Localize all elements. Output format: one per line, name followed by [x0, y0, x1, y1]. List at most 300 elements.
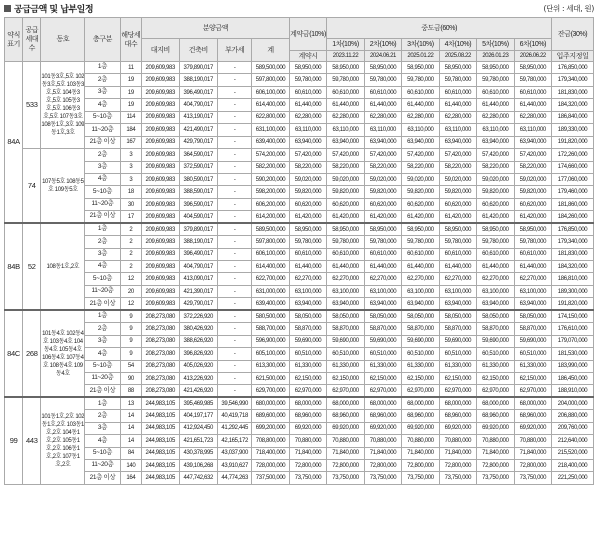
header-mid-date-1: 2023.11.22: [327, 51, 364, 62]
value-cell: 61,330,000: [514, 360, 551, 372]
table-row: [5, 385, 594, 397]
value-cell: 61,440,000: [514, 99, 551, 111]
value-cell: 59,780,000: [364, 74, 401, 86]
value-cell: 718,400,000: [252, 447, 289, 459]
header-balance-sub: 입주지정일: [552, 51, 594, 62]
value-cell: 179,460,000: [552, 186, 594, 198]
floor-cell: 2층: [85, 323, 120, 335]
value-cell: 404,790,017: [179, 99, 218, 111]
value-cell: 209,609,983: [142, 186, 179, 198]
value-cell: 61,440,000: [327, 261, 364, 273]
value-cell: 57,420,000: [364, 149, 401, 161]
value-cell: 58,220,000: [327, 161, 364, 173]
value-cell: 68,960,000: [439, 410, 476, 422]
value-cell: 69,920,000: [364, 422, 401, 434]
value-cell: 70,880,000: [327, 435, 364, 447]
value-cell: 58,870,000: [327, 323, 364, 335]
value-cell: 209,609,983: [142, 111, 179, 123]
header-mid-date-5: 2026.01.23: [477, 51, 514, 62]
value-cell: 209,609,983: [142, 136, 179, 148]
value-cell: 42,165,172: [218, 435, 252, 447]
value-cell: -: [218, 161, 252, 173]
value-cell: 380,426,920: [179, 323, 218, 335]
value-cell: 614,400,000: [252, 99, 289, 111]
floor-cell: 11~20층: [85, 460, 120, 472]
value-cell: 13: [120, 397, 141, 409]
value-cell: 73,750,000: [514, 472, 551, 484]
value-cell: 12: [120, 273, 141, 285]
value-cell: 58,950,000: [439, 62, 476, 74]
value-cell: 186,810,000: [552, 273, 594, 285]
value-cell: 60,610,000: [402, 248, 439, 260]
floor-cell: 2층: [85, 74, 120, 86]
value-cell: 58,950,000: [327, 62, 364, 74]
value-cell: 184,260,000: [552, 211, 594, 223]
value-cell: 63,940,000: [439, 136, 476, 148]
value-cell: 60,610,000: [514, 86, 551, 98]
value-cell: 59,780,000: [289, 74, 326, 86]
value-cell: 63,940,000: [514, 136, 551, 148]
supply-cell: 74: [23, 149, 41, 224]
value-cell: 58,220,000: [364, 161, 401, 173]
value-cell: 208,273,080: [142, 385, 179, 397]
value-cell: -: [218, 86, 252, 98]
value-cell: 59,820,000: [327, 186, 364, 198]
value-cell: 60,620,000: [327, 198, 364, 210]
value-cell: -: [218, 335, 252, 347]
value-cell: 71,840,000: [402, 447, 439, 459]
value-cell: 61,330,000: [289, 360, 326, 372]
table-row: [5, 62, 594, 74]
value-cell: 60,510,000: [514, 348, 551, 360]
value-cell: 41,292,445: [218, 422, 252, 434]
value-cell: 68,000,000: [402, 397, 439, 409]
table-row: [5, 149, 594, 161]
value-cell: -: [218, 236, 252, 248]
value-cell: 58,950,000: [364, 62, 401, 74]
value-cell: 68,000,000: [439, 397, 476, 409]
floor-cell: 4층: [85, 348, 120, 360]
value-cell: -: [218, 136, 252, 148]
value-cell: 30: [120, 198, 141, 210]
value-cell: -: [218, 124, 252, 136]
floor-cell: 3층: [85, 248, 120, 260]
value-cell: 63,110,000: [364, 124, 401, 136]
value-cell: -: [218, 385, 252, 397]
value-cell: 44,774,263: [218, 472, 252, 484]
value-cell: 43,910,627: [218, 460, 252, 472]
header-mid: 중도금(60%): [327, 18, 552, 39]
value-cell: 61,330,000: [402, 360, 439, 372]
value-cell: 62,280,000: [439, 111, 476, 123]
value-cell: 631,100,000: [252, 124, 289, 136]
value-cell: 58,950,000: [289, 62, 326, 74]
value-cell: 59,780,000: [364, 236, 401, 248]
value-cell: -: [218, 211, 252, 223]
value-cell: 208,273,080: [142, 323, 179, 335]
value-cell: 60,620,000: [439, 198, 476, 210]
value-cell: 580,500,000: [252, 310, 289, 322]
value-cell: 60,620,000: [402, 198, 439, 210]
value-cell: 71,840,000: [514, 447, 551, 459]
value-cell: 62,270,000: [439, 273, 476, 285]
header-deposit: 계약금(10%): [289, 18, 326, 51]
value-cell: 606,100,000: [252, 86, 289, 98]
value-cell: 60,510,000: [477, 348, 514, 360]
header-total: 계: [252, 39, 289, 62]
value-cell: 84: [120, 447, 141, 459]
value-cell: 19: [120, 86, 141, 98]
value-cell: 9: [120, 323, 141, 335]
value-cell: 388,626,920: [179, 335, 218, 347]
value-cell: 60,610,000: [402, 86, 439, 98]
value-cell: 388,190,017: [179, 236, 218, 248]
value-cell: 606,200,000: [252, 198, 289, 210]
value-cell: 179,340,000: [552, 74, 594, 86]
value-cell: 613,300,000: [252, 360, 289, 372]
table-row: [5, 99, 594, 111]
value-cell: 61,330,000: [477, 360, 514, 372]
value-cell: 73,750,000: [477, 472, 514, 484]
value-cell: 58,950,000: [364, 223, 401, 235]
value-cell: 68,960,000: [327, 410, 364, 422]
value-cell: 421,490,017: [179, 124, 218, 136]
value-cell: 174,150,000: [552, 310, 594, 322]
value-cell: 60,610,000: [327, 86, 364, 98]
value-cell: 181,830,000: [552, 86, 594, 98]
table-row: [5, 261, 594, 273]
value-cell: 61,420,000: [514, 211, 551, 223]
value-cell: 184,320,000: [552, 99, 594, 111]
value-cell: 208,273,080: [142, 335, 179, 347]
value-cell: 61,440,000: [327, 99, 364, 111]
value-cell: 68,000,000: [514, 397, 551, 409]
value-cell: 58,950,000: [289, 223, 326, 235]
value-cell: 209,609,983: [142, 149, 179, 161]
value-cell: 174,660,000: [552, 161, 594, 173]
header-land: 대지비: [142, 39, 179, 62]
value-cell: 208,273,080: [142, 310, 179, 322]
value-cell: 61,440,000: [439, 261, 476, 273]
table-row: [5, 111, 594, 123]
value-cell: 57,420,000: [402, 149, 439, 161]
value-cell: 60,610,000: [364, 86, 401, 98]
value-cell: 43,037,900: [218, 447, 252, 459]
value-cell: 59,020,000: [439, 173, 476, 185]
value-cell: 62,280,000: [327, 111, 364, 123]
value-cell: 62,280,000: [477, 111, 514, 123]
floor-cell: 1층: [85, 62, 120, 74]
value-cell: 209,760,000: [552, 422, 594, 434]
value-cell: 73,750,000: [402, 472, 439, 484]
table-row: [5, 198, 594, 210]
floor-cell: 11~20층: [85, 372, 120, 384]
table-header: [5, 18, 594, 62]
header-deposit-sub: 계약시: [289, 51, 326, 62]
value-cell: 59,780,000: [289, 236, 326, 248]
value-cell: 404,590,017: [179, 211, 218, 223]
value-cell: 439,106,268: [179, 460, 218, 472]
value-cell: 413,226,920: [179, 372, 218, 384]
value-cell: 59,020,000: [514, 173, 551, 185]
value-cell: 68,000,000: [477, 397, 514, 409]
header-mid-2: 2차(10%): [364, 39, 401, 51]
value-cell: 60,620,000: [289, 198, 326, 210]
value-cell: 59,020,000: [364, 173, 401, 185]
value-cell: 597,800,000: [252, 236, 289, 248]
value-cell: 60,610,000: [477, 86, 514, 98]
header-price: 분양금액: [142, 18, 290, 39]
value-cell: 62,150,000: [327, 372, 364, 384]
floor-cell: 21층 이상: [85, 472, 120, 484]
value-cell: 72,800,000: [327, 460, 364, 472]
header-floor: 층구분: [85, 18, 120, 62]
value-cell: 605,100,000: [252, 348, 289, 360]
floor-cell: 1층: [85, 397, 120, 409]
value-cell: 71,840,000: [364, 447, 401, 459]
value-cell: 421,426,920: [179, 385, 218, 397]
value-cell: 59,020,000: [327, 173, 364, 185]
value-cell: 62,970,000: [402, 385, 439, 397]
value-cell: 191,820,000: [552, 136, 594, 148]
value-cell: 58,870,000: [289, 323, 326, 335]
value-cell: 58,870,000: [477, 323, 514, 335]
value-cell: 63,100,000: [327, 285, 364, 297]
value-cell: 184: [120, 124, 141, 136]
value-cell: 364,590,017: [179, 149, 218, 161]
floor-cell: 21층 이상: [85, 136, 120, 148]
value-cell: 728,000,000: [252, 460, 289, 472]
value-cell: 218,400,000: [552, 460, 594, 472]
floor-cell: 4층: [85, 261, 120, 273]
value-cell: -: [218, 273, 252, 285]
value-cell: 61,330,000: [327, 360, 364, 372]
value-cell: 69,920,000: [439, 422, 476, 434]
value-cell: 73,750,000: [289, 472, 326, 484]
value-cell: 59,820,000: [364, 186, 401, 198]
value-cell: 59,820,000: [477, 186, 514, 198]
value-cell: 209,609,983: [142, 173, 179, 185]
value-cell: 413,190,017: [179, 111, 218, 123]
value-cell: 140: [120, 460, 141, 472]
type-cell: 84B: [5, 223, 23, 310]
value-cell: 639,400,000: [252, 298, 289, 310]
value-cell: 209,609,983: [142, 298, 179, 310]
value-cell: 177,060,000: [552, 173, 594, 185]
value-cell: 59,820,000: [402, 186, 439, 198]
value-cell: 59,780,000: [402, 236, 439, 248]
value-cell: -: [218, 99, 252, 111]
value-cell: -: [218, 62, 252, 74]
value-cell: 61,440,000: [402, 261, 439, 273]
floor-cell: 11~20층: [85, 198, 120, 210]
value-cell: 208,273,080: [142, 372, 179, 384]
header-type: 약식표기: [5, 18, 23, 62]
value-cell: 622,700,000: [252, 273, 289, 285]
value-cell: 62,270,000: [402, 273, 439, 285]
header-mid-date-4: 2025.08.22: [439, 51, 476, 62]
value-cell: -: [218, 173, 252, 185]
value-cell: 69,920,000: [289, 422, 326, 434]
value-cell: 71,840,000: [327, 447, 364, 459]
value-cell: 429,790,017: [179, 298, 218, 310]
value-cell: 58,050,000: [327, 310, 364, 322]
value-cell: 61,440,000: [289, 261, 326, 273]
floor-cell: 21층 이상: [85, 298, 120, 310]
value-cell: 396,590,017: [179, 198, 218, 210]
title-bar: [4, 2, 594, 16]
table-row: [5, 422, 594, 434]
value-cell: 63,100,000: [439, 285, 476, 297]
value-cell: 206,880,000: [552, 410, 594, 422]
floor-cell: 11~20층: [85, 124, 120, 136]
value-cell: -: [218, 360, 252, 372]
value-cell: 167: [120, 136, 141, 148]
value-cell: 244,983,105: [142, 422, 179, 434]
value-cell: 63,100,000: [402, 285, 439, 297]
value-cell: 58,950,000: [514, 223, 551, 235]
value-cell: 396,490,017: [179, 86, 218, 98]
value-cell: 58,050,000: [364, 310, 401, 322]
value-cell: 58,050,000: [477, 310, 514, 322]
value-cell: 244,983,105: [142, 397, 179, 409]
value-cell: 186,840,000: [552, 111, 594, 123]
value-cell: 2: [120, 236, 141, 248]
header-vat: 부가세: [218, 39, 252, 62]
value-cell: 63,940,000: [514, 298, 551, 310]
value-cell: 598,200,000: [252, 186, 289, 198]
value-cell: 63,110,000: [402, 124, 439, 136]
value-cell: 69,920,000: [327, 422, 364, 434]
table-row: [5, 298, 594, 310]
value-cell: -: [218, 111, 252, 123]
value-cell: 68,960,000: [402, 410, 439, 422]
value-cell: 54: [120, 360, 141, 372]
value-cell: 60,610,000: [514, 248, 551, 260]
value-cell: 60,610,000: [364, 248, 401, 260]
table-row: [5, 348, 594, 360]
value-cell: 209,609,983: [142, 161, 179, 173]
value-cell: 59,780,000: [477, 74, 514, 86]
table-row: [5, 124, 594, 136]
value-cell: 62,150,000: [289, 372, 326, 384]
value-cell: 430,378,995: [179, 447, 218, 459]
value-cell: 63,110,000: [327, 124, 364, 136]
value-cell: 69,920,000: [514, 422, 551, 434]
header-dong: 동호: [41, 18, 85, 62]
value-cell: 60,510,000: [289, 348, 326, 360]
value-cell: 59,780,000: [327, 236, 364, 248]
value-cell: 59,780,000: [327, 74, 364, 86]
value-cell: 404,790,017: [179, 261, 218, 273]
table-row: [5, 211, 594, 223]
floor-cell: 1층: [85, 310, 120, 322]
value-cell: 413,090,017: [179, 273, 218, 285]
value-cell: 421,651,723: [179, 435, 218, 447]
table-row: [5, 335, 594, 347]
value-cell: 63,110,000: [477, 124, 514, 136]
value-cell: 68,960,000: [514, 410, 551, 422]
value-cell: 209,609,983: [142, 124, 179, 136]
value-cell: 622,800,000: [252, 111, 289, 123]
value-cell: 62,150,000: [364, 372, 401, 384]
value-cell: 244,983,105: [142, 410, 179, 422]
unit-note: (단위 : 세대, 원): [543, 4, 594, 13]
value-cell: 58,220,000: [402, 161, 439, 173]
value-cell: 60,610,000: [439, 248, 476, 260]
value-cell: 209,609,983: [142, 285, 179, 297]
value-cell: 244,983,105: [142, 447, 179, 459]
value-cell: 72,800,000: [514, 460, 551, 472]
value-cell: -: [218, 310, 252, 322]
value-cell: 614,400,000: [252, 261, 289, 273]
value-cell: -: [218, 149, 252, 161]
value-cell: 574,200,000: [252, 149, 289, 161]
value-cell: 68,000,000: [327, 397, 364, 409]
floor-cell: 5~10층: [85, 111, 120, 123]
value-cell: 20: [120, 285, 141, 297]
dong-cell: 101동1호,2호 102동1호,2호 103동1호,2호 104동1호,2호 105동1호,2호 106동1호,2호 107동1호,2호: [41, 397, 85, 484]
table-row: [5, 74, 594, 86]
table-row: [5, 236, 594, 248]
value-cell: 59,780,000: [514, 74, 551, 86]
value-cell: 388,190,017: [179, 74, 218, 86]
value-cell: 388,590,017: [179, 186, 218, 198]
value-cell: 18: [120, 186, 141, 198]
value-cell: 597,800,000: [252, 74, 289, 86]
table-row: [5, 136, 594, 148]
value-cell: 63,100,000: [477, 285, 514, 297]
value-cell: -: [218, 248, 252, 260]
value-cell: 62,150,000: [402, 372, 439, 384]
table-row: [5, 186, 594, 198]
value-cell: 58,950,000: [402, 223, 439, 235]
value-cell: 59,020,000: [477, 173, 514, 185]
value-cell: 59,820,000: [439, 186, 476, 198]
table-row: [5, 173, 594, 185]
table-row: [5, 435, 594, 447]
value-cell: 73,750,000: [364, 472, 401, 484]
value-cell: 209,609,983: [142, 236, 179, 248]
supply-cell: 533: [23, 62, 41, 149]
value-cell: 63,940,000: [477, 136, 514, 148]
value-cell: 447,742,632: [179, 472, 218, 484]
floor-cell: 5~10층: [85, 360, 120, 372]
value-cell: 59,020,000: [289, 173, 326, 185]
value-cell: 57,420,000: [289, 149, 326, 161]
floor-cell: 3층: [85, 86, 120, 98]
floor-cell: 4층: [85, 173, 120, 185]
header-mid-date-6: 2026.06.22: [514, 51, 551, 62]
value-cell: 631,000,000: [252, 285, 289, 297]
value-cell: 63,110,000: [289, 124, 326, 136]
value-cell: 181,830,000: [552, 248, 594, 260]
value-cell: 209,609,983: [142, 198, 179, 210]
type-cell: 84C: [5, 310, 23, 397]
value-cell: 72,800,000: [402, 460, 439, 472]
value-cell: 70,880,000: [439, 435, 476, 447]
value-cell: 395,469,985: [179, 397, 218, 409]
value-cell: 63,940,000: [477, 298, 514, 310]
value-cell: 62,270,000: [289, 273, 326, 285]
value-cell: 59,780,000: [477, 236, 514, 248]
table-row: [5, 323, 594, 335]
value-cell: 58,950,000: [439, 223, 476, 235]
value-cell: 58,950,000: [477, 62, 514, 74]
table-row: [5, 248, 594, 260]
value-cell: 9: [120, 348, 141, 360]
value-cell: 60,620,000: [477, 198, 514, 210]
